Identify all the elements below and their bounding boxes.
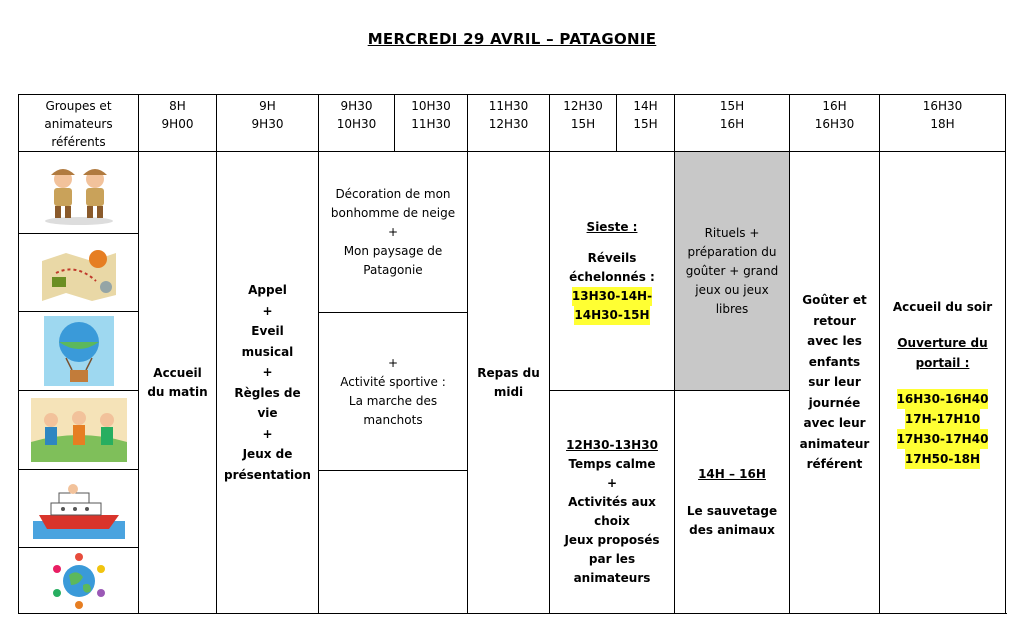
gouter-cell [789, 151, 879, 613]
activity-text: référent [806, 457, 863, 472]
accueil-matin-cell [138, 151, 216, 613]
activity-text: Accueil [153, 365, 202, 380]
activity-text: Décoration de mon [335, 186, 451, 201]
header-time-start: 16H30 [922, 99, 963, 113]
activite-sportive-cell [318, 312, 467, 470]
activity-text: Ouverture du [897, 335, 988, 350]
activity-text: goûter + grand [685, 263, 779, 278]
activity-text: Goûter et [802, 293, 867, 308]
header-time-end: 18H [930, 117, 955, 131]
group-cell [18, 469, 138, 547]
header-time-end: 11H30 [411, 117, 451, 131]
activity-text: retour [813, 313, 856, 328]
group-cell [18, 390, 138, 469]
header-time-end: 16H [719, 117, 745, 131]
repas-cell [467, 151, 549, 613]
activity-text: avec les [807, 334, 862, 349]
header-time-start: 11H30 [488, 99, 529, 113]
activity-text: échelonnés : [569, 269, 655, 284]
activity-text: Mon paysage de [343, 243, 443, 258]
header-groups-line: référents [51, 135, 106, 149]
activity-text: choix [594, 514, 630, 528]
activity-text: manchots [363, 412, 423, 427]
appel-cell [216, 151, 318, 613]
header-time-start: 8H [169, 99, 186, 113]
highlighted-time: 14H30-15H [574, 306, 649, 325]
header-col-15h [674, 94, 789, 151]
activity-text: libres [715, 301, 749, 316]
header-col-10h30 [394, 94, 467, 151]
sieste-cell [549, 151, 674, 390]
header-col-16h [789, 94, 879, 151]
activity-text: des animaux [689, 522, 775, 537]
sauvetage-cell [674, 390, 789, 613]
sieste-title: Sieste : [586, 219, 638, 234]
header-time-start: 9H [259, 99, 276, 113]
activity-text: Patagonie [363, 262, 423, 277]
activity-text: Activité sportive : [340, 374, 446, 389]
header-col-9h30 [318, 94, 394, 151]
hiking-kids-icon [31, 398, 127, 462]
activity-text: Règles de [234, 385, 301, 400]
header-col-12h30 [549, 94, 616, 151]
activity-text: jeux ou jeux [695, 282, 769, 297]
header-time-end: 16H30 [814, 117, 855, 131]
activity-text: Rituels + [704, 225, 760, 240]
activity-text: Temps calme [568, 457, 656, 471]
accueil-soir-cell [879, 151, 1006, 613]
activity-text: La marche des [348, 393, 438, 408]
activity-text: Le sauvetage [686, 503, 778, 518]
header-time-start: 14H [633, 99, 658, 113]
sauvetage-time: 14H – 16H [698, 466, 766, 481]
explorer-kids-icon [39, 161, 119, 225]
header-time-end: 15H [633, 117, 658, 131]
header-time-end: 15H [570, 117, 596, 131]
world-children-icon [49, 551, 109, 611]
highlighted-time: 13H30-14H- [572, 287, 652, 306]
activity-text: du matin [147, 384, 208, 399]
header-time-start: 16H [822, 99, 847, 113]
header-time-start: 12H30 [563, 99, 603, 113]
header-groups-line: Groupes et [45, 99, 112, 113]
group-cell [18, 233, 138, 311]
highlighted-time: 16H30-16H40 [897, 389, 989, 409]
activity-text: + [262, 426, 273, 441]
header-time-end: 12H30 [488, 117, 529, 131]
header-col-8h [138, 94, 216, 151]
header-time-start: 10H30 [411, 99, 451, 113]
group-cell [18, 151, 138, 233]
activity-text: Accueil du soir [892, 299, 993, 314]
activity-text: Eveil [251, 324, 284, 338]
header-time-end: 9H30 [251, 117, 284, 131]
activity-text: Activités aux [568, 495, 656, 509]
map-adventure-icon [36, 243, 122, 303]
activity-text: par les [588, 552, 636, 566]
activity-text: bonhomme de neige [330, 205, 456, 220]
activity-text: animateurs [573, 571, 651, 585]
activity-text: + [387, 224, 399, 239]
activity-text: présentation [224, 467, 311, 482]
activity-text: midi [493, 384, 524, 399]
highlighted-time: 17H-17H10 [905, 409, 980, 429]
activity-text: vie [257, 406, 278, 420]
header-col-11h30 [467, 94, 549, 151]
empty-cell [318, 470, 467, 613]
activity-text: Repas du [477, 365, 540, 380]
activity-text: + [606, 476, 618, 490]
temps-calme-time: 12H30-13H30 [566, 438, 658, 452]
activity-text: Jeux de [242, 447, 293, 461]
page-title: MERCREDI 29 AVRIL – PATAGONIE [367, 30, 657, 48]
group-cell [18, 547, 138, 613]
activity-text: Appel [248, 283, 287, 297]
temps-calme-cell [549, 390, 674, 613]
decoration-cell [318, 151, 467, 312]
activity-text: Jeux proposés [564, 533, 660, 547]
activity-text: journée [808, 395, 861, 410]
table-bottom-border [18, 613, 1007, 614]
highlighted-time: 17H30-17H40 [897, 429, 989, 449]
activity-text: + [262, 303, 273, 318]
group-cell [18, 311, 138, 390]
cruise-ship-icon [33, 479, 125, 539]
header-time-end: 9H00 [161, 117, 194, 131]
header-time-start: 15H [719, 99, 745, 113]
activity-text: + [262, 365, 273, 379]
activity-text: préparation du [687, 244, 777, 259]
activity-text: animateur [799, 436, 870, 451]
activity-text: avec leur [803, 416, 866, 431]
activity-text: + [387, 355, 399, 370]
rituels-cell [674, 151, 789, 390]
activity-text: musical [241, 344, 294, 359]
activity-text: Réveils [587, 250, 637, 265]
header-time-end: 10H30 [336, 117, 377, 131]
header-col-9h [216, 94, 318, 151]
header-col-16h30 [879, 94, 1006, 151]
header-groups-line: animateurs [44, 117, 113, 131]
highlighted-time: 17H50-18H [905, 449, 980, 469]
header-groups [18, 94, 138, 151]
header-time-start: 9H30 [340, 99, 373, 113]
hot-air-balloon-icon [44, 316, 114, 386]
activity-text: enfants [808, 354, 861, 369]
header-col-14h [616, 94, 674, 151]
activity-text: portail : [915, 355, 970, 370]
activity-text: sur leur [808, 375, 861, 390]
